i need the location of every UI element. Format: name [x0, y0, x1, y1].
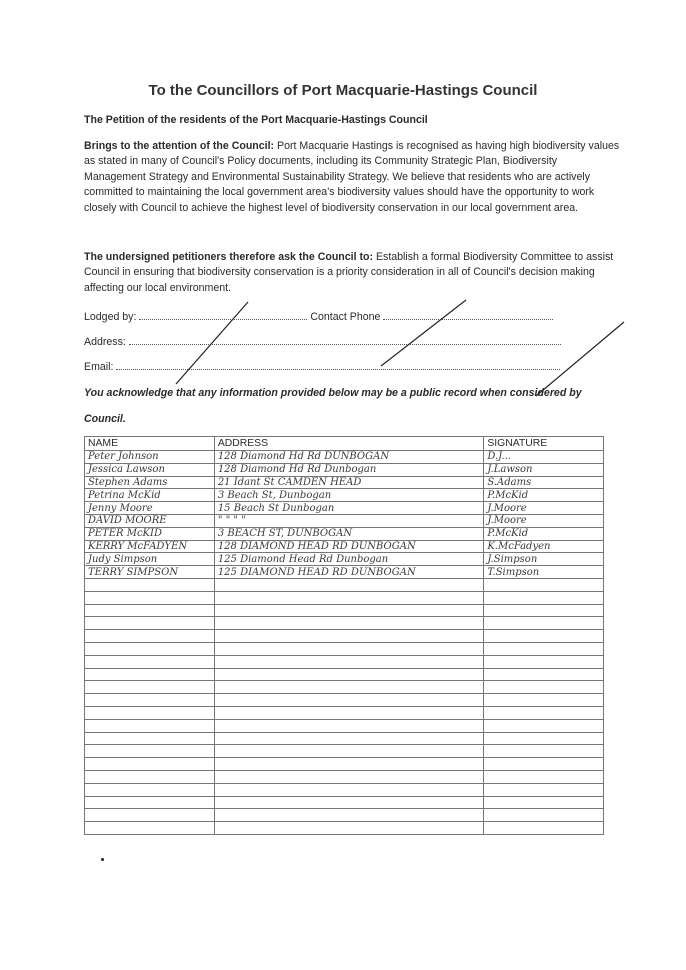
contact-phone-label: Contact Phone: [310, 311, 381, 323]
blank-cell: [214, 770, 484, 783]
blank-cell: [85, 630, 215, 643]
blank-cell: [484, 630, 604, 643]
blank-row: [85, 758, 604, 771]
lodged-by-field: [84, 310, 553, 323]
blank-cell: [214, 578, 484, 591]
blank-row: [85, 796, 604, 809]
blank-cell: [85, 681, 215, 694]
blank-cell: [484, 706, 604, 719]
blank-cell: [484, 758, 604, 771]
blank-row: [85, 822, 604, 835]
table-row: [85, 566, 604, 579]
address-cell: 125 DIAMOND HEAD RD DUNBOGAN: [214, 566, 484, 579]
blank-cell: [214, 706, 484, 719]
email-field: [84, 360, 560, 373]
name-cell: Jessica Lawson: [85, 463, 215, 476]
request-text: Establish a formal Biodiversity Committee to assist Council in ensuring that biodiversity conservation is a priority consideration in all of Council's decision making affecting our local environment.: [84, 251, 614, 294]
header-signature: SIGNATURE: [484, 437, 604, 451]
blank-row: [85, 578, 604, 591]
blank-cell: [85, 706, 215, 719]
blank-row: [85, 745, 604, 758]
name-cell: Peter Johnson: [85, 451, 215, 464]
blank-row: [85, 783, 604, 796]
signature-cell: K.McFadyen: [484, 540, 604, 553]
address-cell: 128 Diamond Hd Rd Dunbogan: [214, 463, 484, 476]
table-row: [85, 553, 604, 566]
blank-row: [85, 732, 604, 745]
attention-lead: Brings to the attention of the Council:: [84, 140, 275, 152]
blank-cell: [484, 694, 604, 707]
address-cell: 15 Beach St Dunbogan: [214, 502, 484, 515]
blank-cell: [214, 655, 484, 668]
email-line: [116, 360, 560, 370]
blank-cell: [85, 783, 215, 796]
blank-cell: [214, 591, 484, 604]
blank-cell: [85, 617, 215, 630]
table-row: [85, 489, 604, 502]
blank-cell: [484, 668, 604, 681]
lodged-by-label: Lodged by:: [84, 311, 137, 323]
address-field: [84, 335, 561, 348]
blank-cell: [85, 809, 215, 822]
blank-cell: [214, 681, 484, 694]
blank-cell: [85, 694, 215, 707]
blank-cell: [484, 822, 604, 835]
signature-table: [84, 436, 604, 835]
blank-cell: [85, 642, 215, 655]
stray-dot: [101, 858, 104, 861]
signature-rows: [85, 451, 604, 835]
blank-cell: [214, 745, 484, 758]
blank-cell: [214, 822, 484, 835]
signature-cell: P.McKid: [484, 527, 604, 540]
name-cell: DAVID MOORE: [85, 514, 215, 527]
blank-cell: [85, 745, 215, 758]
table-row: [85, 476, 604, 489]
blank-row: [85, 706, 604, 719]
request-lead: The undersigned petitioners therefore ask the Council to:: [84, 251, 374, 263]
blank-cell: [484, 642, 604, 655]
blank-row: [85, 719, 604, 732]
table-row: [85, 527, 604, 540]
signature-cell: D.J...: [484, 451, 604, 464]
header-name: NAME: [85, 437, 215, 451]
address-cell: " " " ": [214, 514, 484, 527]
blank-cell: [484, 732, 604, 745]
blank-row: [85, 591, 604, 604]
name-cell: Jenny Moore: [85, 502, 215, 515]
blank-cell: [484, 681, 604, 694]
signature-cell: P.McKid: [484, 489, 604, 502]
blank-row: [85, 604, 604, 617]
blank-cell: [484, 719, 604, 732]
address-label: Address:: [84, 336, 126, 348]
blank-cell: [484, 796, 604, 809]
blank-cell: [214, 604, 484, 617]
blank-cell: [484, 617, 604, 630]
blank-row: [85, 642, 604, 655]
address-line: [129, 335, 561, 345]
blank-cell: [214, 642, 484, 655]
blank-cell: [484, 745, 604, 758]
name-cell: Judy Simpson: [85, 553, 215, 566]
signature-cell: T.Simpson: [484, 566, 604, 579]
address-cell: 3 Beach St, Dunbogan: [214, 489, 484, 502]
contact-phone-line: [383, 310, 553, 320]
header-address: ADDRESS: [214, 437, 484, 451]
blank-row: [85, 630, 604, 643]
blank-cell: [214, 617, 484, 630]
blank-row: [85, 668, 604, 681]
blank-cell: [484, 770, 604, 783]
blank-row: [85, 617, 604, 630]
blank-cell: [85, 758, 215, 771]
table-header-row: [85, 437, 604, 451]
blank-cell: [214, 719, 484, 732]
table-row: [85, 540, 604, 553]
blank-row: [85, 694, 604, 707]
signature-cell: J.Lawson: [484, 463, 604, 476]
blank-cell: [85, 796, 215, 809]
signature-cell: S.Adams: [484, 476, 604, 489]
address-cell: 128 Diamond Hd Rd DUNBOGAN: [214, 451, 484, 464]
lodged-by-line: [139, 310, 307, 320]
address-cell: 3 BEACH ST, DUNBOGAN: [214, 527, 484, 540]
blank-cell: [85, 591, 215, 604]
page-title: To the Councillors of Port Macquarie-Hastings Council: [148, 82, 538, 99]
blank-row: [85, 770, 604, 783]
blank-cell: [214, 732, 484, 745]
table-row: [85, 502, 604, 515]
signature-cell: J.Moore: [484, 514, 604, 527]
blank-cell: [484, 655, 604, 668]
signature-cell: J.Simpson: [484, 553, 604, 566]
name-cell: KERRY McFADYEN: [85, 540, 215, 553]
address-cell: 21 Idant St CAMDEN HEAD: [214, 476, 484, 489]
address-cell: 125 Diamond Head Rd Dunbogan: [214, 553, 484, 566]
blank-cell: [85, 655, 215, 668]
address-cell: 128 DIAMOND HEAD RD DUNBOGAN: [214, 540, 484, 553]
blank-cell: [484, 783, 604, 796]
email-label: Email:: [84, 361, 114, 373]
request-paragraph: [84, 250, 620, 296]
table-row: [85, 463, 604, 476]
blank-cell: [85, 604, 215, 617]
blank-cell: [214, 694, 484, 707]
blank-cell: [214, 758, 484, 771]
signature-cell: J.Moore: [484, 502, 604, 515]
blank-cell: [85, 770, 215, 783]
blank-cell: [214, 796, 484, 809]
attention-paragraph: [84, 139, 620, 216]
blank-cell: [214, 668, 484, 681]
blank-cell: [214, 783, 484, 796]
blank-row: [85, 681, 604, 694]
blank-cell: [484, 604, 604, 617]
blank-cell: [214, 809, 484, 822]
name-cell: Stephen Adams: [85, 476, 215, 489]
blank-cell: [85, 719, 215, 732]
blank-cell: [214, 630, 484, 643]
public-record-notice: You acknowledge that any information provided below may be a public record when considered by Council.: [84, 387, 582, 425]
table-row: [85, 451, 604, 464]
blank-cell: [85, 668, 215, 681]
table-row: [85, 514, 604, 527]
blank-cell: [484, 809, 604, 822]
blank-row: [85, 655, 604, 668]
attention-text: Port Macquarie Hastings is recognised as having high biodiversity values as stated in many of Council's Policy documents, including its Community Strategic Plan, Biodiversity Management Strategy and Environmental Sustainability Strategy. We believe that residents who are actively committed to maintaining the local government area's biodiversity values should have the opportunity to work closely with Council to achieve the highest level of biodiversity conservation in our local government area.: [84, 140, 620, 214]
blank-cell: [85, 822, 215, 835]
name-cell: PETER McKID: [85, 527, 215, 540]
name-cell: Petrina McKid: [85, 489, 215, 502]
petition-subtitle: The Petition of the residents of the Port Macquarie-Hastings Council: [84, 114, 428, 126]
blank-cell: [85, 578, 215, 591]
blank-cell: [85, 732, 215, 745]
name-cell: TERRY SIMPSON: [85, 566, 215, 579]
blank-cell: [484, 578, 604, 591]
blank-row: [85, 809, 604, 822]
blank-cell: [484, 591, 604, 604]
